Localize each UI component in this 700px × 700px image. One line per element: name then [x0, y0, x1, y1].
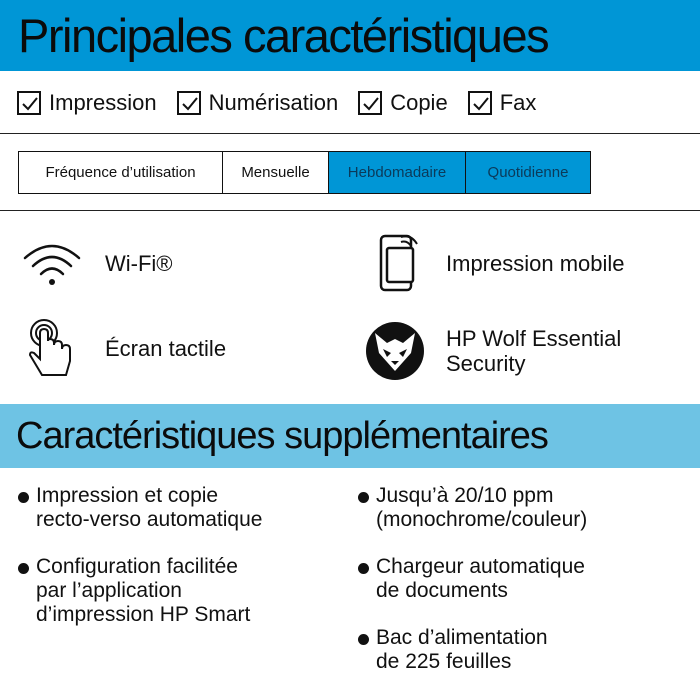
touchscreen-icon — [17, 313, 87, 383]
main-features-header: Principales caractéristiques — [0, 0, 700, 71]
feature-mobile-print-label: Impression mobile — [446, 250, 625, 276]
checkbox-checked-icon — [177, 91, 201, 115]
list-item: Configuration facilitée par l’application d’impression HP Smart — [18, 555, 338, 627]
frequency-option-weekly: Hebdomadaire — [329, 152, 466, 193]
feature-numerisation — [177, 90, 339, 116]
extra-features-left — [18, 484, 338, 650]
usage-frequency-label: Fréquence d’utilisation — [19, 152, 223, 193]
list-item: Bac d’alimentation de 225 feuilles — [358, 626, 688, 674]
feature-touchscreen-label: Écran tactile — [105, 335, 227, 361]
list-item: Jusqu’à 20/10 ppm (monochrome/couleur) — [358, 484, 688, 532]
feature-copie — [358, 90, 447, 116]
feature-wolf-security-label: HP Wolf Essential Security — [446, 326, 622, 376]
checkbox-checked-icon — [17, 91, 41, 115]
extra-features-header: Caractéristiques supplémentaires — [0, 404, 700, 468]
list-item: Chargeur automatique de documents — [358, 555, 688, 603]
feature-label: Impression — [49, 90, 157, 115]
feature-touchscreen — [17, 313, 226, 383]
wifi-icon — [17, 228, 87, 298]
feature-fax — [468, 90, 537, 116]
usage-frequency-table — [18, 151, 591, 194]
frequency-option-daily: Quotidienne — [466, 152, 590, 193]
checkbox-checked-icon — [468, 91, 492, 115]
wolf-security-icon — [360, 316, 430, 386]
divider — [0, 210, 700, 211]
feature-label: Copie — [390, 90, 448, 115]
feature-label: Fax — [499, 90, 537, 115]
extra-features-right — [358, 484, 688, 697]
feature-impression — [17, 90, 157, 116]
feature-wifi-label: Wi-Fi® — [105, 250, 173, 276]
checkbox-checked-icon — [358, 91, 382, 115]
divider — [0, 133, 700, 134]
feature-wolf-security — [360, 316, 621, 386]
feature-wifi — [17, 228, 173, 298]
mobile-print-icon — [360, 228, 430, 298]
list-item: Impression et copie recto-verso automatique — [18, 484, 338, 532]
feature-checklist — [17, 87, 556, 119]
frequency-option-monthly: Mensuelle — [223, 152, 329, 193]
feature-label: Numérisation — [208, 90, 339, 115]
feature-mobile-print — [360, 228, 625, 298]
